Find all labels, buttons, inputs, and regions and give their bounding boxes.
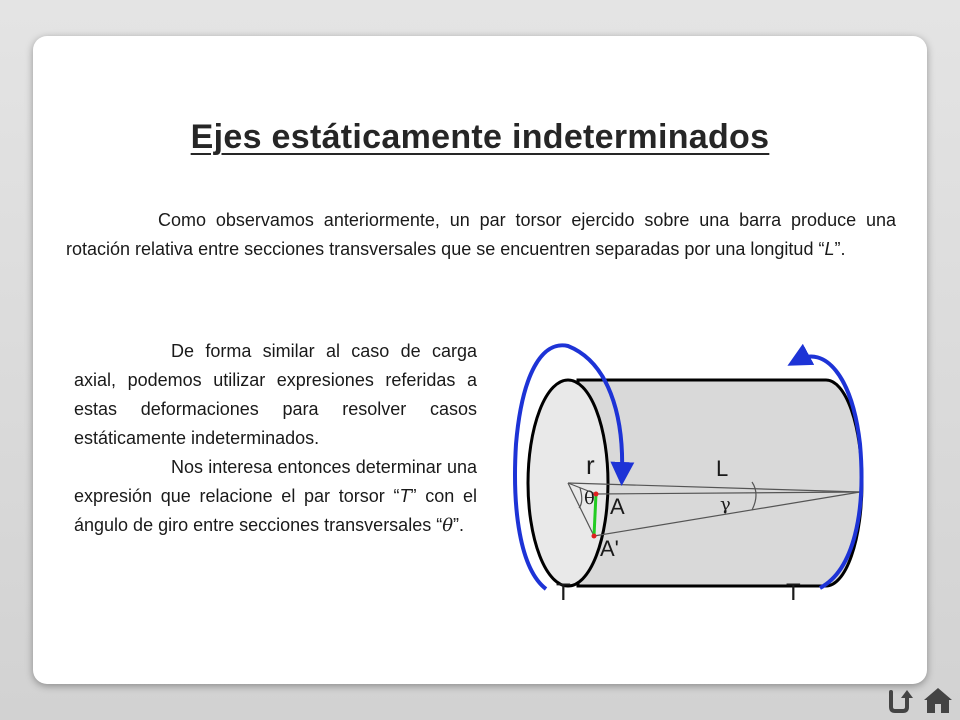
paragraph-2-variable-T: T bbox=[399, 486, 411, 506]
home-icon bbox=[922, 685, 954, 715]
label-T-left: T bbox=[556, 579, 571, 606]
paragraph-2-variable-theta: θ bbox=[442, 515, 454, 536]
intro-text-end: ”. bbox=[834, 239, 846, 259]
intro-paragraph bbox=[66, 206, 896, 264]
label-T-right: T bbox=[786, 579, 801, 606]
label-A: A bbox=[610, 494, 625, 519]
back-button[interactable] bbox=[882, 684, 914, 716]
point-A-prime bbox=[592, 534, 597, 539]
paragraph-2-text-end: ”. bbox=[453, 515, 465, 535]
return-arrow-icon bbox=[883, 685, 913, 715]
home-button[interactable] bbox=[922, 684, 954, 716]
body-paragraph-1: De forma similar al caso de carga axial, podemos utilizar expresiones referidas a estas deformaciones para resolver casos estáticamente indeterminados. bbox=[74, 341, 477, 448]
paragraph-2-text-middle: ” con el ángulo de giro entre secciones transversales “ bbox=[74, 486, 477, 535]
torsion-shaft-figure bbox=[498, 334, 880, 616]
slide-title: Ejes estáticamente indeterminados bbox=[190, 118, 770, 156]
label-r: r bbox=[586, 450, 595, 480]
paragraph-2-text-start: Nos interesa entonces determinar una expresión que relacione el par torsor “ bbox=[74, 457, 477, 506]
intro-text-start: Como observamos anteriormente, un par torsor ejercido sobre una barra produce una rotación relativa entre secciones transversales que se encuentren separadas por una longitud “ bbox=[66, 210, 896, 259]
label-L: L bbox=[716, 456, 729, 481]
intro-variable-L: L bbox=[824, 239, 835, 259]
cylinder-body bbox=[578, 380, 862, 586]
body-paragraph-2 bbox=[74, 453, 477, 540]
label-A-prime: A' bbox=[600, 536, 619, 561]
label-gamma: γ bbox=[720, 494, 731, 515]
label-theta: θ bbox=[584, 488, 595, 509]
body-text-column bbox=[74, 337, 477, 540]
torsion-shaft-diagram bbox=[498, 334, 880, 616]
